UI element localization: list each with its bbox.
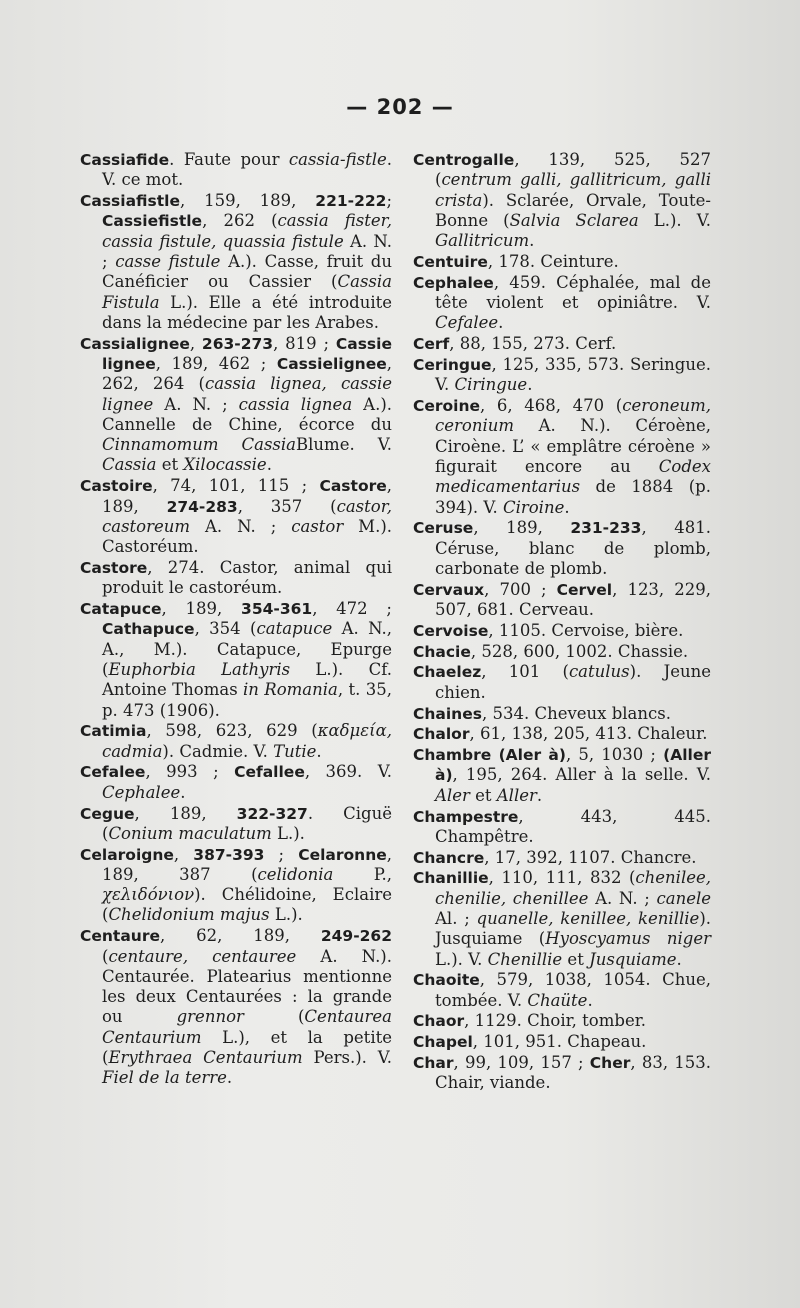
entry-headword: Ceroine	[413, 397, 481, 416]
bold-term: Cefallee	[234, 763, 305, 782]
italic-term: Codex medicamentarius	[435, 456, 711, 497]
italic-term: Gallitricum	[435, 231, 530, 251]
dictionary-entry	[413, 970, 711, 1011]
entry-text: , 700 ;	[484, 579, 557, 599]
entry-text: , 110, 111, 832 (	[488, 868, 636, 888]
bold-term: Castore	[319, 477, 387, 496]
entry-text: Al. ;	[435, 908, 477, 928]
entry-text: , 189,	[134, 803, 237, 823]
entry-headword: Cassiafide	[80, 151, 170, 169]
dictionary-entry	[80, 599, 392, 721]
italic-term: catapuce	[256, 619, 333, 639]
dictionary-entry	[413, 1011, 711, 1031]
entry-text: ). Jusquiame (	[435, 908, 711, 949]
entry-headword: Castoire	[80, 477, 153, 496]
entry-text: Blume. V.	[296, 435, 392, 455]
italic-term: Centaurea Centaurium	[102, 1007, 392, 1047]
italic-term: cassia fister, cassia fistule, quassia fistule	[102, 211, 392, 251]
entry-text: , 189,	[102, 476, 392, 516]
entry-text: L.). Cf. Antoine Thomas	[102, 659, 392, 700]
entry-text: (	[243, 1007, 305, 1027]
dictionary-entry	[413, 662, 711, 703]
entry-text: , 819 ;	[273, 333, 336, 353]
entry-text: .	[498, 313, 504, 333]
entry-text: de 1884 (p. 394). V.	[435, 477, 711, 517]
entry-text: , 101 (	[481, 662, 569, 682]
entry-text: .	[676, 949, 682, 969]
entry-text: .	[316, 741, 322, 761]
italic-term: ceroneum, ceronium	[435, 396, 711, 436]
bold-term: 322-327	[236, 804, 308, 823]
italic-term: chenilee, chenilie, chenillee	[435, 868, 711, 908]
italic-term: Hyoscyamus niger	[545, 929, 711, 949]
entry-text: .	[266, 455, 272, 475]
entry-text: , 88, 155, 273. Cerf.	[449, 334, 617, 354]
entry-text: ). Cadmie. V.	[162, 741, 274, 761]
italic-term: Chelidonium majus	[108, 905, 270, 925]
bold-term: Cassie lignee	[102, 334, 392, 373]
italic-term: χελιδόνιον	[102, 885, 195, 905]
entry-text: A. N. ;	[190, 516, 292, 536]
right-column	[413, 150, 711, 1094]
entry-headword: Cefalee	[80, 763, 146, 782]
italic-term: castor, castoreum	[102, 496, 393, 536]
entry-text: , 17, 392, 1107. Chancre.	[484, 847, 697, 867]
bold-term: 263-273	[201, 334, 274, 353]
entry-headword: Cervaux	[413, 580, 485, 599]
entry-text: A. N., A., M.). Catapuce, Epurge (	[102, 619, 392, 679]
entry-text: L.).	[271, 823, 305, 843]
entry-text: , 123, 229, 507, 681. Cerveau.	[435, 579, 711, 620]
entry-text: , 598, 623, 629 (	[146, 721, 318, 741]
entry-headword: Centrogalle	[413, 151, 515, 169]
entry-text: L.), et la petite (	[102, 1027, 392, 1068]
italic-term: casse fistule	[115, 251, 221, 271]
entry-headword: Catimia	[80, 722, 147, 741]
entry-headword: Chancre	[413, 848, 485, 867]
dictionary-entry	[413, 252, 711, 272]
italic-term: καδμεία, cadmia	[102, 721, 392, 761]
entry-headword: Chaoite	[413, 971, 480, 990]
italic-term: Chenillie	[487, 949, 563, 969]
entry-headword: Cassialignee	[80, 334, 190, 353]
dictionary-entry	[413, 621, 711, 641]
entry-text: , 369. V.	[304, 762, 392, 782]
entry-text: ). Jeune chien.	[435, 662, 711, 702]
entry-text: , 459. Céphalée, mal de tête violent et opiniâtre. V.	[435, 272, 711, 313]
italic-term: Cinnamomum Cassia	[102, 435, 297, 455]
dictionary-entry	[413, 745, 711, 806]
entry-text: , 62, 189,	[159, 926, 321, 946]
entry-text: , 528, 600, 1002. Chassie.	[470, 641, 689, 661]
italic-term: Cephalee	[102, 782, 181, 802]
entry-headword: Chambre (Aler à)	[413, 746, 566, 765]
entry-text: .	[536, 785, 543, 805]
italic-term: in Romania	[243, 680, 338, 700]
entry-text: , 189,	[473, 518, 571, 538]
entry-text: ;	[386, 191, 392, 211]
entry-text: , 354 (	[194, 619, 257, 639]
entry-text: ,	[173, 844, 194, 864]
dictionary-entry	[80, 804, 392, 845]
italic-term: Xilocassie	[183, 455, 267, 475]
entry-headword: Chaor	[413, 1012, 465, 1031]
entry-text: , 1105. Cervoise, bière.	[488, 620, 684, 640]
entry-headword: Cassiafistle	[80, 192, 181, 211]
italic-term: Ciringue	[454, 375, 528, 395]
italic-term: centrum galli, gallitricum, galli crista	[435, 170, 711, 210]
entry-text: , 61, 138, 205, 413. Chaleur.	[469, 724, 708, 744]
entry-text: A.). Cannelle de Chine, écorce du	[102, 394, 393, 434]
bold-term: 354-361	[241, 600, 313, 619]
dictionary-entry	[413, 724, 711, 744]
dictionary-entry	[413, 1053, 711, 1094]
dictionary-entry	[413, 273, 711, 334]
italic-term: Fiel de la terre	[102, 1068, 227, 1088]
entry-headword: Char	[413, 1054, 454, 1073]
entry-headword: Catapuce	[80, 600, 162, 619]
dictionary-entry	[80, 926, 392, 1088]
bold-term: (Aller à)	[435, 746, 711, 785]
bold-term: Celaronne	[298, 845, 387, 864]
italic-term: cassia lignea	[238, 394, 353, 414]
entry-headword: Centuire	[413, 252, 488, 271]
italic-term: Euphorbia Lathyris	[108, 659, 291, 679]
dictionary-entry	[413, 150, 711, 251]
entry-text: ;	[264, 844, 299, 864]
entry-text: A. N.). Centaurée. Platearius mentionne les deux Centaurées : la grande ou	[102, 946, 392, 1027]
italic-term: Cassia Fistula	[102, 272, 392, 312]
entry-headword: Chacie	[413, 642, 471, 661]
entry-headword: Chalor	[413, 725, 470, 744]
entry-text: .	[529, 231, 535, 251]
entry-headword: Castore	[80, 558, 148, 577]
italic-term: cassia lignea, cassie lignee	[102, 374, 392, 414]
entry-text: , 178. Ceinture.	[487, 251, 619, 271]
entry-text: , 481. Céruse, blanc de plomb, carbonate de plomb.	[435, 518, 711, 578]
bold-term: 387-393	[193, 845, 265, 864]
bold-term: Cher	[589, 1054, 631, 1073]
italic-term: Chaüte	[527, 990, 588, 1010]
dictionary-entry	[413, 334, 711, 354]
dictionary-entry	[80, 191, 392, 333]
italic-term: cassia-fistle	[288, 150, 387, 169]
entry-text: .	[587, 990, 593, 1010]
entry-text: et	[562, 949, 590, 969]
entry-text: . Faute pour	[169, 150, 289, 169]
entry-text: .	[564, 497, 570, 517]
dictionary-entry	[80, 845, 392, 926]
entry-headword: Cegue	[80, 804, 135, 823]
entry-headword: Chaelez	[413, 663, 482, 682]
entry-text: . V. ce mot.	[102, 150, 392, 190]
entry-text: ,	[189, 333, 202, 353]
italic-term: Jusquiame	[589, 949, 677, 969]
entry-text: A. N. ;	[102, 231, 392, 271]
bold-term: Cervel	[556, 580, 613, 599]
bold-term: 274-283	[166, 497, 238, 516]
dictionary-entry	[80, 721, 392, 762]
entry-headword: Ceruse	[413, 519, 474, 538]
entry-text: et	[469, 785, 497, 805]
dictionary-entry	[80, 762, 392, 803]
dictionary-entry	[80, 558, 392, 599]
entry-text: , 125, 335, 573. Seringue. V.	[435, 354, 711, 395]
entry-text: .	[180, 782, 186, 802]
italic-term: celidonia	[257, 864, 334, 884]
italic-term: Aler	[435, 785, 470, 805]
italic-term: Ciroine	[502, 497, 565, 517]
dictionary-entry	[80, 334, 392, 476]
italic-term: Erythraea Centaurium	[108, 1048, 303, 1068]
entry-text: et	[156, 455, 184, 475]
entry-text: L.).	[269, 905, 303, 925]
dictionary-entry	[413, 396, 711, 518]
entry-text: , 189,	[161, 599, 242, 619]
dictionary-entry	[413, 868, 711, 969]
bold-term: Cassiefistle	[102, 212, 203, 231]
italic-term: Cefalee	[435, 313, 499, 333]
entry-text: , 5, 1030 ;	[565, 745, 664, 765]
entry-text: ). Chélidoine, Eclaire (	[102, 885, 392, 925]
entry-text: , 189, 462 ;	[155, 353, 277, 373]
entry-text: A. N. ;	[588, 888, 657, 908]
entry-text: , 189, 387 (	[102, 844, 392, 884]
entry-text: , 159, 189,	[180, 191, 316, 211]
entry-text: L.). V.	[638, 210, 712, 230]
entry-text: , 993 ;	[145, 762, 235, 782]
entry-text: , 472 ;	[312, 599, 392, 619]
entry-headword: Cerf	[413, 335, 450, 354]
entry-text: , 1129. Choir, tomber.	[464, 1011, 647, 1031]
dictionary-entry	[413, 580, 711, 621]
entry-text: M.). Castoréum.	[102, 516, 392, 557]
dictionary-entry	[413, 355, 711, 396]
entry-text: L.). Elle a été introduite dans la médecine par les Arabes.	[102, 292, 392, 332]
entry-text: , 6, 468, 470 (	[480, 396, 623, 416]
entry-text: . Ciguë (	[102, 803, 392, 843]
entry-text: , 262, 264 (	[102, 353, 392, 394]
entry-text: , 579, 1038, 1054. Chue, tombée. V.	[435, 970, 711, 1010]
italic-term: Salvia Sclarea	[509, 210, 639, 230]
page-number: — 202 —	[346, 95, 454, 119]
entry-text: , 195, 264. Aller à la selle. V.	[452, 765, 711, 785]
entry-text: .	[527, 375, 533, 395]
entry-text: L.). V.	[435, 949, 488, 969]
entry-text: , 262 (	[202, 211, 278, 231]
italic-term: centaure, centauree	[108, 946, 297, 966]
dictionary-entry	[413, 704, 711, 724]
bold-term: 231-233	[570, 519, 642, 538]
italic-term: Conium maculatum	[108, 823, 272, 843]
entry-text: (	[102, 946, 109, 966]
entry-headword: Chapel	[413, 1033, 473, 1052]
entry-text: , 534. Cheveux blancs.	[481, 703, 671, 723]
italic-term: Tutie	[273, 741, 317, 761]
entry-text: , 357 (	[237, 496, 337, 516]
entry-text: P.,	[333, 864, 392, 884]
entry-text: , 83, 153. Chair, viande.	[435, 1053, 711, 1093]
italic-term: castor	[291, 516, 344, 536]
entry-text: , 101, 951. Chapeau.	[472, 1032, 647, 1052]
entry-text: Pers.). V.	[302, 1048, 392, 1068]
entry-text: .	[226, 1068, 233, 1088]
dictionary-entry	[413, 848, 711, 868]
entry-headword: Chaines	[413, 704, 482, 723]
entry-headword: Chanillie	[413, 869, 489, 888]
entry-headword: Centaure	[80, 927, 160, 946]
entry-headword: Champestre	[413, 807, 519, 826]
bold-term: 249-262	[320, 927, 392, 946]
entry-text: , t. 35, p. 473 (1906).	[102, 680, 392, 720]
dictionary-entry	[413, 642, 711, 662]
bold-term: Cathapuce	[102, 620, 195, 639]
italic-term: Aller	[496, 785, 537, 805]
entry-text: , 274. Castor, animal qui produit le castoréum.	[102, 557, 392, 598]
entry-headword: Cephalee	[413, 273, 494, 292]
entry-text: , 99, 109, 157 ;	[453, 1053, 590, 1073]
dictionary-entry	[80, 476, 392, 557]
entry-text: A. N. ;	[153, 394, 239, 414]
dictionary-entry	[413, 518, 711, 579]
left-column	[80, 150, 392, 1089]
italic-term: catulus	[568, 662, 630, 682]
entry-headword: Celaroigne	[80, 845, 174, 864]
entry-text: , 443, 445. Champêtre.	[435, 806, 711, 846]
bold-term: 221-222	[315, 192, 387, 211]
entry-text: A.). Casse, fruit du Canéficier ou Cassier (	[102, 251, 392, 292]
dictionary-entry	[413, 807, 711, 848]
entry-text: ). Sclarée, Orvale, Toute-Bonne (	[435, 190, 711, 230]
dictionary-entry	[80, 150, 392, 191]
entry-headword: Ceringue	[413, 355, 492, 374]
italic-term: quanelle, kenillee, kenillie	[476, 908, 700, 928]
italic-term: Cassia	[102, 455, 157, 475]
entry-text: , 139, 525, 527 (	[435, 150, 711, 190]
dictionary-entry	[413, 1032, 711, 1052]
italic-term: canele	[656, 888, 711, 908]
italic-term: grennor	[176, 1007, 244, 1027]
entry-text: A. N.). Céroène, Ciroène. L’ « emplâtre céroène » figurait encore au	[435, 416, 711, 476]
entry-text: , 74, 101, 115 ;	[152, 476, 320, 496]
bold-term: Cassielignee	[276, 354, 387, 373]
entry-headword: Cervoise	[413, 621, 489, 640]
